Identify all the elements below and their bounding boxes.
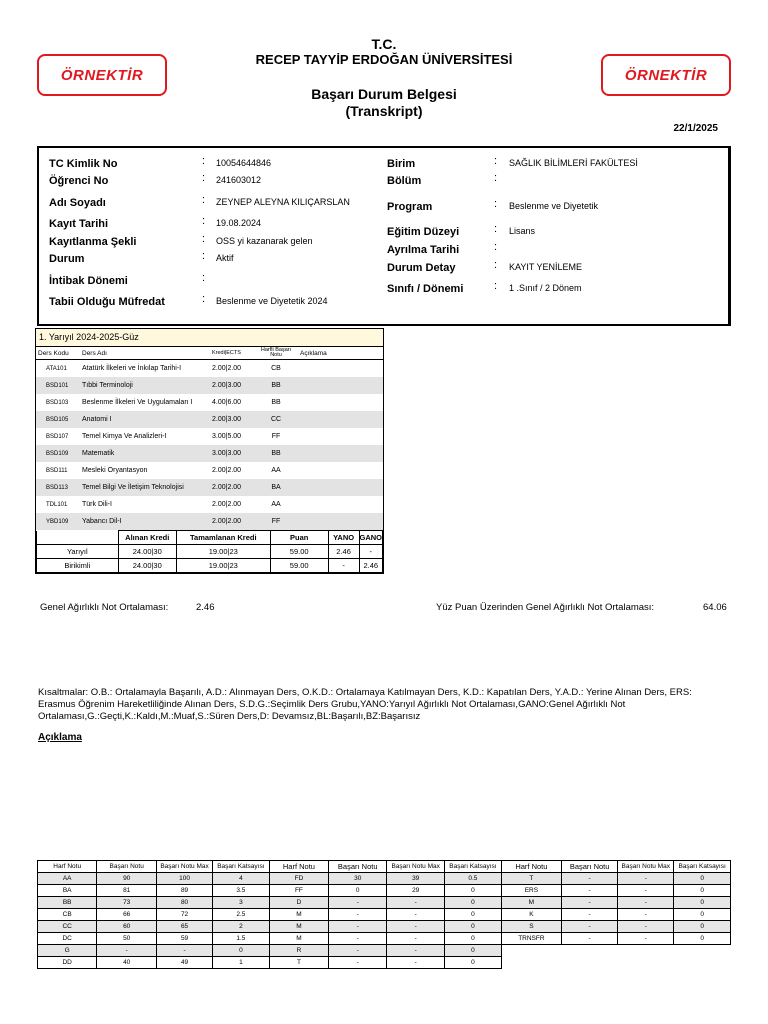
grade-table-cell: - [387, 945, 445, 957]
info-colon: : [202, 293, 206, 305]
course-code: TDL101 [46, 501, 68, 508]
grade-table-cell: M [269, 933, 328, 945]
course-row [36, 479, 383, 496]
grade-table-cell: 29 [387, 885, 445, 897]
grade-table-cell: - [618, 885, 674, 897]
info-label: Eğitim Düzeyi [387, 226, 460, 238]
info-colon: : [494, 280, 498, 292]
grade-table-cell: 72 [157, 909, 213, 921]
course-grade: BB [254, 445, 298, 462]
grade-scale-table [37, 860, 731, 969]
info-label: TC Kimlik No [49, 158, 118, 170]
course-credit: 3.00|3.00 [210, 445, 254, 462]
info-value: 241603012 [216, 175, 262, 185]
summary-cell: Yarıyıl [37, 545, 119, 559]
course-name: Tıbbi Terminoloji [80, 377, 210, 394]
grade-table-cell: AA [38, 873, 97, 885]
info-label: Kayıt Tarihi [49, 218, 109, 230]
grade-table-cell: 4 [213, 873, 270, 885]
course-credit: 2.00|2.00 [212, 467, 242, 474]
grade-table-cell: 73 [97, 897, 157, 909]
grade-table-cell: DC [38, 933, 97, 945]
grade-table-header: Başarı Notu Max [387, 861, 445, 873]
course-grade: BB [254, 377, 298, 394]
course-name: Mesleki Oryantasyon [82, 467, 148, 474]
grade-table-empty [674, 945, 731, 957]
aciklama-heading: Açıklama [38, 732, 82, 743]
grade-table-cell: BA [38, 885, 97, 897]
course-note [298, 411, 383, 428]
info-label: Ayrılma Tarihi [387, 244, 460, 256]
course-row [36, 462, 383, 479]
info-value: ZEYNEP ALEYNA KILIÇARSLAN [216, 197, 350, 207]
course-credit: 4.00|6.00 [212, 399, 242, 406]
course-row [36, 496, 383, 513]
student-info-box [37, 146, 731, 326]
info-colon: : [494, 155, 498, 167]
info-value: Beslenme ve Diyetetik [509, 201, 599, 211]
grade-table-cell: 0 [329, 885, 387, 897]
course-grade: AA [271, 501, 281, 508]
summary-header: YANO [328, 531, 359, 545]
grade-table-cell: 2 [213, 921, 270, 933]
gano-value: 2.46 [196, 602, 215, 613]
course-row [36, 411, 383, 428]
summary-header [37, 531, 119, 545]
grade-table-cell: DD [38, 957, 97, 969]
info-label: Durum Detay [387, 262, 456, 274]
document-title: Başarı Durum Belgesi [311, 86, 457, 102]
course-grade: BB [271, 399, 281, 406]
summary-row [37, 545, 383, 559]
grade-table-cell: 0 [674, 885, 731, 897]
grade-table-row [38, 873, 731, 885]
grade-table-header: Başarı Notu [329, 861, 387, 873]
info-value: Aktif [216, 253, 234, 263]
course-grade: BA [254, 479, 298, 496]
grade-table-cell: - [329, 945, 387, 957]
grade-table-cell: M [269, 921, 328, 933]
grade-table-cell: 0 [445, 897, 502, 909]
course-row [36, 445, 383, 462]
grade-table-row [38, 945, 731, 957]
course-grade: CB [271, 365, 281, 372]
semester-title: 1. Yarıyıl 2024-2025-Güz [36, 329, 383, 347]
grade-table-cell: 0 [674, 897, 731, 909]
grade-table-cell: T [269, 957, 328, 969]
course-credit: 2.00|2.00 [212, 501, 242, 508]
summary-cell: 2.46 [328, 545, 359, 559]
grade-table-cell: 40 [97, 957, 157, 969]
grade-table-cell: 1.5 [213, 933, 270, 945]
grade-table-cell: 59 [157, 933, 213, 945]
grade-table-cell: - [157, 945, 213, 957]
grade-table-cell: FF [269, 885, 328, 897]
course-credit: 2.00|3.00 [210, 377, 254, 394]
course-note [298, 479, 383, 496]
course-note [298, 496, 383, 513]
grade-table-cell: 66 [97, 909, 157, 921]
info-colon: : [202, 172, 206, 184]
grade-table-cell: - [97, 945, 157, 957]
info-value: 1 .Sınıf / 2 Dönem [509, 283, 582, 293]
stamp-text: ÖRNEKTİR [60, 66, 144, 84]
grade-table-cell: - [562, 897, 618, 909]
semester-block [35, 328, 384, 574]
course-code: BSD101 [36, 377, 80, 394]
course-name: Türk Dili-I [82, 501, 112, 508]
info-colon: : [494, 241, 498, 253]
info-label: Tabii Olduğu Müfredat [49, 296, 165, 308]
grade-table-cell: - [562, 933, 618, 945]
abbreviations-text: Kısaltmalar: O.B.: Ortalamayla Başarılı, A.D.: Alınmayan Ders, O.K.D.: Ortalamaya Katılmayan Ders, K.D.: Kapatılan Ders, Y.A.D.: Yerine Alınan Ders, ERS: Erasmus Öğrenim Hareketliliğinde Alınan Ders, S.D.G.:Seçimlik Ders Grubu,YANO:Yarıyıl Ağırlıklı Not Ortalaması,GANO:Genel Ağırlıklı Not Ortalaması,G.:Geçti,K.:Kaldı,M.:Muaf,S.:Süren Ders,D: Devamsız,BL:Başarılı,BZ:Başarısız [38, 687, 692, 722]
summary-header: Puan [270, 531, 328, 545]
grade-table-header: Başarı Notu [562, 861, 618, 873]
info-value: Lisans [509, 226, 536, 236]
grade-table-cell: 39 [387, 873, 445, 885]
grade-table-cell: 0 [674, 873, 731, 885]
grade-table-cell: 100 [157, 873, 213, 885]
grade-table-cell: 0 [445, 933, 502, 945]
grade-table-cell: 0.5 [445, 873, 502, 885]
grade-table-cell: 0 [213, 945, 270, 957]
course-code: BSD113 [36, 479, 80, 496]
grade-table-header: Başarı Notu Max [157, 861, 213, 873]
info-value: 10054644846 [216, 158, 272, 168]
summary-cell: 19.00|23 [176, 545, 270, 559]
grade-table-row [38, 933, 731, 945]
info-colon: : [494, 172, 498, 184]
grade-table-cell: M [501, 897, 561, 909]
grade-table-cell: - [562, 873, 618, 885]
grade-table-header: Başarı Katsayısı [213, 861, 270, 873]
course-name: Matematik [80, 445, 210, 462]
course-grade: FF [271, 433, 281, 440]
semester-summary-table [36, 530, 383, 573]
grade-table-cell: ERS [501, 885, 561, 897]
grade-table-cell: - [387, 909, 445, 921]
grade-table-cell: 0 [445, 909, 502, 921]
grade-table-cell: D [269, 897, 328, 909]
grade-table-cell: - [329, 921, 387, 933]
grade-table-cell: S [501, 921, 561, 933]
col-credit: Kredi|ECTS [210, 347, 254, 360]
summary-cell: 19.00|23 [176, 559, 270, 573]
info-colon: : [494, 198, 498, 210]
course-name: Yabancı Dil-I [80, 513, 210, 530]
grade-table-row [38, 921, 731, 933]
col-course-name: Ders Adı [80, 347, 210, 360]
course-credit: 3.00|5.00 [212, 433, 242, 440]
course-grade: FF [254, 513, 298, 530]
grade-table-cell: 81 [97, 885, 157, 897]
course-name: Anatomi I [80, 411, 210, 428]
info-value: Beslenme ve Diyetetik 2024 [216, 296, 328, 306]
course-row [36, 513, 383, 530]
grade-table-header: Başarı Notu Max [618, 861, 674, 873]
grade-table-cell: M [269, 909, 328, 921]
grade-table-cell: 60 [97, 921, 157, 933]
grade-table-cell: - [329, 897, 387, 909]
summary-cell: 2.46 [359, 559, 383, 573]
summary-cell: 24.00|30 [118, 559, 176, 573]
info-label: Sınıfı / Dönemi [387, 283, 464, 295]
grade-table-empty [562, 957, 618, 969]
course-grade: AA [271, 467, 281, 474]
course-name: Temel Bilgi Ve İletişim Teknolojisi [80, 479, 210, 496]
grade-table-cell: - [618, 909, 674, 921]
course-note [298, 377, 383, 394]
course-credit: 2.00|2.00 [210, 479, 254, 496]
grade-table-cell: 49 [157, 957, 213, 969]
course-note [298, 445, 383, 462]
grade-table-cell: CC [38, 921, 97, 933]
summary-row [37, 559, 383, 573]
col-note: Açıklama [298, 347, 383, 360]
col-course-code: Ders Kodu [36, 347, 80, 360]
course-code: BSD109 [36, 445, 80, 462]
grade-table-cell: G [38, 945, 97, 957]
info-label: Birim [387, 158, 416, 170]
grade-table-cell: - [387, 897, 445, 909]
course-note [298, 462, 383, 479]
info-value: SAĞLIK BİLİMLERİ FAKÜLTESİ [509, 158, 638, 168]
grade-table-cell: 0 [445, 957, 502, 969]
grade-table-cell: 50 [97, 933, 157, 945]
grade-table-cell: 30 [329, 873, 387, 885]
course-row [36, 394, 383, 411]
course-credit: 2.00|2.00 [212, 365, 242, 372]
grade-table-cell: 0 [674, 921, 731, 933]
university-name: RECEP TAYYİP ERDOĞAN ÜNİVERSİTESİ [255, 52, 513, 67]
course-row [36, 360, 383, 378]
grade-table-cell: 3 [213, 897, 270, 909]
summary-cell: - [328, 559, 359, 573]
grade-table-cell: - [387, 957, 445, 969]
course-note [298, 513, 383, 530]
grade-table-header: Harf Notu [269, 861, 328, 873]
info-colon: : [494, 259, 498, 271]
gano-label: Genel Ağırlıklı Not Ortalaması: [40, 602, 169, 613]
document-subtitle: (Transkript) [345, 103, 423, 119]
course-note [298, 360, 383, 378]
grade-table-empty [618, 945, 674, 957]
grade-table-cell: - [387, 921, 445, 933]
summary-cell: 24.00|30 [118, 545, 176, 559]
grade-table-cell: - [562, 909, 618, 921]
grade-table-cell: FD [269, 873, 328, 885]
grade-table-header: Başarı Notu [97, 861, 157, 873]
course-code: BSD107 [46, 433, 69, 440]
summary-cell: Birikimli [37, 559, 119, 573]
grade-table-cell: - [562, 885, 618, 897]
grade-table-cell: T [501, 873, 561, 885]
grade-table-empty [562, 945, 618, 957]
course-code: BSD111 [46, 467, 68, 474]
grade-table-cell: 0 [674, 909, 731, 921]
info-colon: : [202, 155, 206, 167]
grade-table-cell: 3.5 [213, 885, 270, 897]
course-row [36, 428, 383, 445]
grade-table-cell: TRNSFR [501, 933, 561, 945]
grade-table-cell: - [329, 957, 387, 969]
info-colon: : [202, 194, 206, 206]
document-date: 22/1/2025 [673, 123, 718, 134]
info-colon: : [202, 233, 206, 245]
grade-table-cell: 0 [445, 921, 502, 933]
grade-table-empty [674, 957, 731, 969]
grade-table-cell: K [501, 909, 561, 921]
course-name: Temel Kimya Ve Analizleri-I [82, 433, 167, 440]
summary-header: Alınan Kredi [118, 531, 176, 545]
grade-table-cell: 65 [157, 921, 213, 933]
course-name: Atatürk İlkeleri ve İnkılap Tarihi-I [82, 365, 182, 372]
grade-table-empty [501, 945, 561, 957]
stamp-text: ÖRNEKTİR [624, 66, 708, 84]
grade-table-empty [618, 957, 674, 969]
grade-table-header: Başarı Katsayısı [674, 861, 731, 873]
grade-table-cell: 2.5 [213, 909, 270, 921]
course-code: ATA101 [46, 365, 67, 372]
grade-table-cell: - [329, 909, 387, 921]
grade-table-cell: 0 [674, 933, 731, 945]
yuz-puan-label: Yüz Puan Üzerinden Genel Ağırlıklı Not Ortalaması: [436, 602, 655, 613]
course-grade: CC [254, 411, 298, 428]
info-label: Kayıtlanma Şekli [49, 236, 137, 248]
country-label: T.C. [371, 36, 397, 52]
info-colon: : [202, 272, 206, 284]
course-table [36, 347, 383, 530]
summary-header: GANO [359, 531, 383, 545]
info-value: OSS yi kazanarak gelen [216, 236, 313, 246]
info-label: Durum [49, 253, 85, 265]
info-label: Öğrenci No [49, 175, 109, 187]
info-label: Bölüm [387, 175, 422, 187]
info-label: Program [387, 201, 433, 213]
grade-table-cell: - [618, 933, 674, 945]
grade-table-row [38, 909, 731, 921]
summary-cell: 59.00 [270, 545, 328, 559]
course-row [36, 377, 383, 394]
grade-table-cell: - [618, 897, 674, 909]
course-note [298, 394, 383, 411]
course-code: BSD103 [46, 399, 69, 406]
grade-table-cell: CB [38, 909, 97, 921]
col-grade: Harfli Başarı Notu [254, 347, 298, 360]
grade-table-cell: 80 [157, 897, 213, 909]
grade-table-cell: 89 [157, 885, 213, 897]
info-label: İntibak Dönemi [49, 275, 128, 287]
grade-table-cell: BB [38, 897, 97, 909]
grade-table-cell: 0 [445, 945, 502, 957]
grade-table-cell: 1 [213, 957, 270, 969]
summary-cell: - [359, 545, 383, 559]
grade-table-header: Harf Notu [38, 861, 97, 873]
course-name: Beslenme İlkeleri Ve Uygulamaları I [82, 399, 193, 406]
grade-table-cell: - [618, 873, 674, 885]
grade-table-header: Başarı Katsayısı [445, 861, 502, 873]
info-colon: : [202, 250, 206, 262]
info-value: 19.08.2024 [216, 218, 262, 228]
grade-table-cell: 90 [97, 873, 157, 885]
info-colon: : [494, 223, 498, 235]
grade-table-cell: - [618, 921, 674, 933]
grade-table-cell: - [387, 933, 445, 945]
info-label: Adı Soyadı [49, 197, 106, 209]
course-code: YBD109 [36, 513, 80, 530]
course-credit: 2.00|2.00 [210, 513, 254, 530]
grade-table-row [38, 885, 731, 897]
grade-table-cell: 0 [445, 885, 502, 897]
grade-table-row [38, 957, 731, 969]
yuz-puan-value: 64.06 [703, 602, 727, 613]
grade-table-header: Harf Notu [501, 861, 561, 873]
summary-cell: 59.00 [270, 559, 328, 573]
info-colon: : [202, 215, 206, 227]
course-credit: 2.00|3.00 [210, 411, 254, 428]
info-value: KAYIT YENİLEME [509, 262, 583, 272]
grade-table-cell: R [269, 945, 328, 957]
grade-table-cell: - [329, 933, 387, 945]
grade-table-cell: - [562, 921, 618, 933]
summary-header: Tamamlanan Kredi [176, 531, 270, 545]
course-code: BSD105 [36, 411, 80, 428]
grade-table-row [38, 897, 731, 909]
grade-table-empty [501, 957, 561, 969]
course-note [298, 428, 383, 445]
